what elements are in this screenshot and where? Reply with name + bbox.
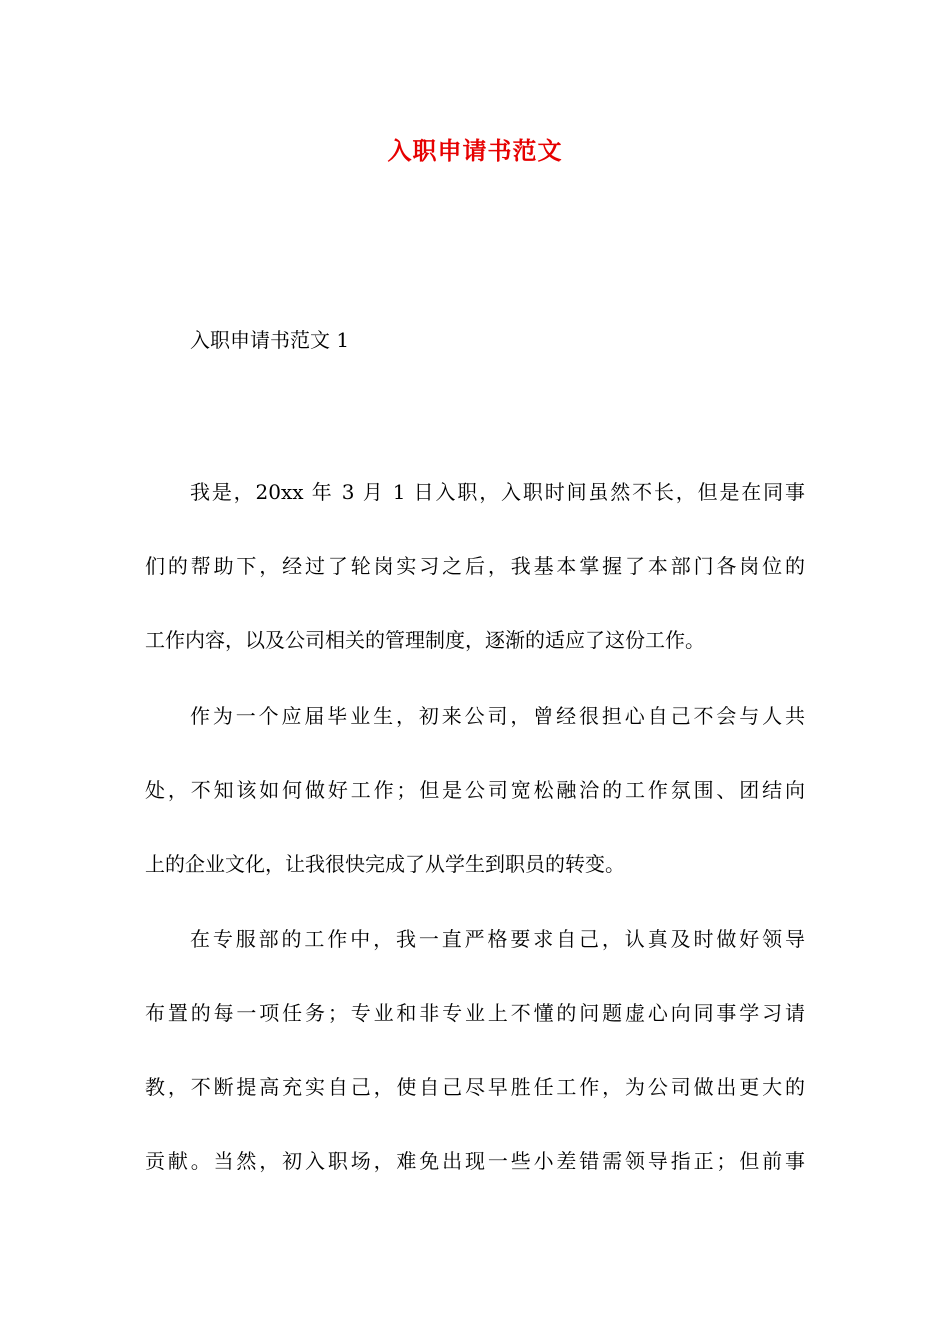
paragraph-2-line-2: 处，不知该如何做好工作；但是公司宽松融洽的工作氛围、团结向 [145, 778, 805, 802]
paragraph-1-line-1: 我是，20xx 年 3 月 1 日入职，入职时间虽然不长，但是在同事 [190, 480, 805, 504]
paragraph-3-line-1: 在专服部的工作中，我一直严格要求自己，认真及时做好领导 [190, 927, 805, 951]
paragraph-1-line-3: 工作内容，以及公司相关的管理制度，逐渐的适应了这份工作。 [145, 628, 705, 652]
paragraph-2-line-3: 上的企业文化，让我很快完成了从学生到职员的转变。 [145, 852, 625, 876]
paragraph-3-line-3: 教，不断提高充实自己，使自己尽早胜任工作，为公司做出更大的 [145, 1075, 805, 1099]
document-title: 入职申请书范文 [387, 136, 563, 165]
paragraph-3-line-4: 贡献。当然，初入职场，难免出现一些小差错需领导指正；但前事 [145, 1149, 805, 1173]
paragraph-3-line-2: 布置的每一项任务；专业和非专业上不懂的问题虚心向同事学习请 [145, 1001, 805, 1025]
paragraph-1-line-2: 们的帮助下，经过了轮岗实习之后，我基本掌握了本部门各岗位的 [145, 554, 805, 578]
paragraph-2-line-1: 作为一个应届毕业生，初来公司，曾经很担心自己不会与人共 [190, 704, 805, 728]
section-heading: 入职申请书范文 1 [190, 328, 350, 352]
